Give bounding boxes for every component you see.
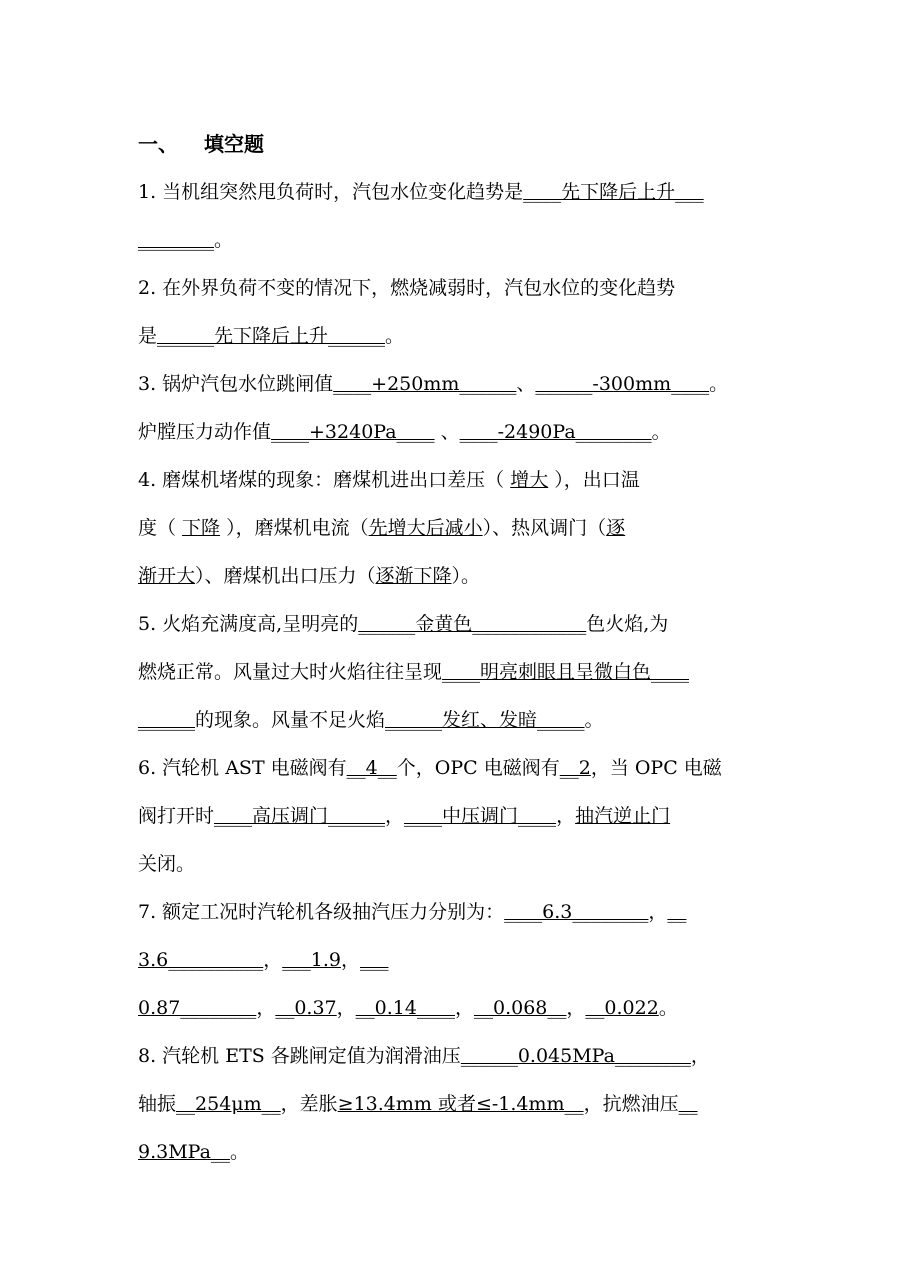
- question-text: ）、磨煤机出口压力（: [195, 565, 376, 587]
- question-text: ，: [690, 1045, 710, 1067]
- question-text: 个，OPC 电磁阀有: [396, 757, 560, 779]
- question-text: 2. 在外界负荷不变的情况下，燃烧减弱时，汽包水位的变化趋势: [138, 277, 676, 299]
- question-text: ，: [256, 997, 276, 1019]
- question-text: 度（: [138, 517, 183, 539]
- question-text: ，: [340, 949, 360, 971]
- text-line: [138, 564, 480, 588]
- answer-blank: ____6.3________: [504, 901, 649, 923]
- question-text: 。: [658, 997, 678, 1019]
- answer-blank: ____明亮刺眼且呈微白色____: [442, 661, 690, 683]
- question-text: 轴振: [138, 1093, 177, 1115]
- text-line: [138, 1092, 698, 1116]
- text-line: [138, 948, 388, 972]
- question-text: ，: [385, 805, 405, 827]
- question-text: ，: [454, 997, 474, 1019]
- answer-blank: __2: [559, 757, 591, 779]
- question-text: 炉膛压力动作值: [138, 421, 272, 443]
- answer-blank: ______金黄色____________: [358, 613, 587, 635]
- answer-blank: ______-300mm____: [535, 373, 710, 395]
- text-line: [138, 324, 404, 348]
- answer-blank: ______: [138, 709, 195, 731]
- question-text: 5. 火焰充满度高,呈明亮的: [138, 613, 359, 635]
- answer-blank: ____高压调门______: [214, 805, 386, 827]
- text-line: [138, 996, 678, 1020]
- question-text: 。: [584, 709, 604, 731]
- section-number: 一、: [138, 132, 178, 156]
- answer-blank: __: [667, 901, 687, 923]
- answer-blank: ____-2490Pa________: [459, 421, 652, 443]
- answer-blank: 渐开大: [138, 565, 196, 587]
- question-text: 阀打开时: [138, 805, 215, 827]
- answer-blank: ≥13.4mm 或者≤-1.4mm__: [337, 1093, 584, 1115]
- question-text: ，: [648, 901, 668, 923]
- question-text: 是: [138, 325, 158, 347]
- answer-blank: 0.87________: [138, 997, 257, 1019]
- question-text: 燃烧正常。风量过大时火焰往往呈现: [138, 661, 443, 683]
- answer-blank: ______0.045MPa________: [460, 1045, 691, 1067]
- text-line: [138, 612, 668, 636]
- question-text: 。: [651, 421, 671, 443]
- text-line: [138, 660, 689, 684]
- question-text: 关闭。: [138, 853, 196, 875]
- answer-blank: __0.068__: [473, 997, 567, 1019]
- text-line: [138, 900, 686, 924]
- question-text: 的现象。风量不足火焰: [195, 709, 386, 731]
- question-text: 、: [516, 373, 536, 395]
- text-line: [138, 516, 625, 540]
- answer-blank: 下降: [182, 517, 221, 539]
- answer-blank: 9.3MPa__: [138, 1141, 230, 1163]
- question-text: ，: [336, 997, 356, 1019]
- answer-blank: 逐渐下降: [375, 565, 452, 587]
- question-text: 6. 汽轮机 AST 电磁阀有: [138, 757, 347, 779]
- answer-blank: __254μm__: [176, 1093, 281, 1115]
- answer-blank: 逐: [606, 517, 626, 539]
- question-text: 。: [385, 325, 405, 347]
- answer-blank: ___: [359, 949, 389, 971]
- question-text: ，: [263, 949, 283, 971]
- question-text: 。: [709, 373, 729, 395]
- answer-blank: ___1.9: [282, 949, 341, 971]
- question-text: 7. 额定工况时汽轮机各级抽汽压力分别为：: [138, 901, 505, 923]
- question-text: 色火焰,为: [586, 613, 669, 635]
- question-text: ，: [556, 805, 576, 827]
- text-line: [138, 372, 728, 396]
- question-text: 、: [434, 421, 460, 443]
- answer-blank: 抽汽逆止门: [575, 805, 671, 827]
- answer-blank: 增大: [510, 469, 549, 491]
- question-text: ，抗燃油压: [583, 1093, 679, 1115]
- answer-blank: 先增大后减小: [368, 517, 483, 539]
- question-text: 。: [214, 229, 234, 251]
- question-text: ，差胀: [280, 1093, 338, 1115]
- text-line: [138, 228, 233, 252]
- answer-blank: ________: [138, 229, 214, 251]
- text-line: [138, 468, 640, 492]
- answer-blank: __0.37: [275, 997, 337, 1019]
- text-line: [138, 1140, 249, 1164]
- question-text: ）、热风调门（: [482, 517, 607, 539]
- answer-blank: ____+250mm______: [333, 373, 517, 395]
- section-title: 填空题: [204, 132, 264, 156]
- question-text: ，: [566, 997, 586, 1019]
- answer-blank: 3.6__________: [138, 949, 264, 971]
- question-text: 3. 锅炉汽包水位跳闸值: [138, 373, 334, 395]
- text-line: [138, 708, 604, 732]
- question-text: 4. 磨煤机堵煤的现象：磨煤机进出口差压（: [138, 469, 511, 491]
- answer-blank: __4__: [346, 757, 397, 779]
- answer-blank: ____中压调门____: [404, 805, 557, 827]
- text-line: [138, 1044, 710, 1068]
- text-line: [138, 180, 704, 204]
- answer-blank: ____+3240Pa____: [271, 421, 435, 443]
- answer-blank: __0.14____: [355, 997, 455, 1019]
- answer-blank: ____先下降后上升___: [523, 181, 704, 203]
- section-heading: [138, 128, 264, 157]
- question-text: ，当 OPC 电磁: [590, 757, 722, 779]
- text-line: [138, 756, 722, 780]
- answer-blank: __0.022: [585, 997, 659, 1019]
- answer-blank: __: [678, 1093, 698, 1115]
- question-text: 8. 汽轮机 ETS 各跳闸定值为润滑油压: [138, 1045, 461, 1067]
- text-line: [138, 420, 671, 444]
- question-text: 1. 当机组突然甩负荷时，汽包水位变化趋势是: [138, 181, 524, 203]
- text-line: [138, 804, 670, 828]
- question-text: ），磨煤机电流（: [220, 517, 369, 539]
- question-text: ），出口温: [548, 469, 640, 491]
- text-line: [138, 852, 195, 876]
- question-text: ）。: [451, 565, 481, 587]
- question-text: 。: [229, 1141, 249, 1163]
- answer-blank: ______发红、发暗_____: [385, 709, 585, 731]
- answer-blank: ______先下降后上升______: [157, 325, 386, 347]
- text-line: [138, 276, 675, 300]
